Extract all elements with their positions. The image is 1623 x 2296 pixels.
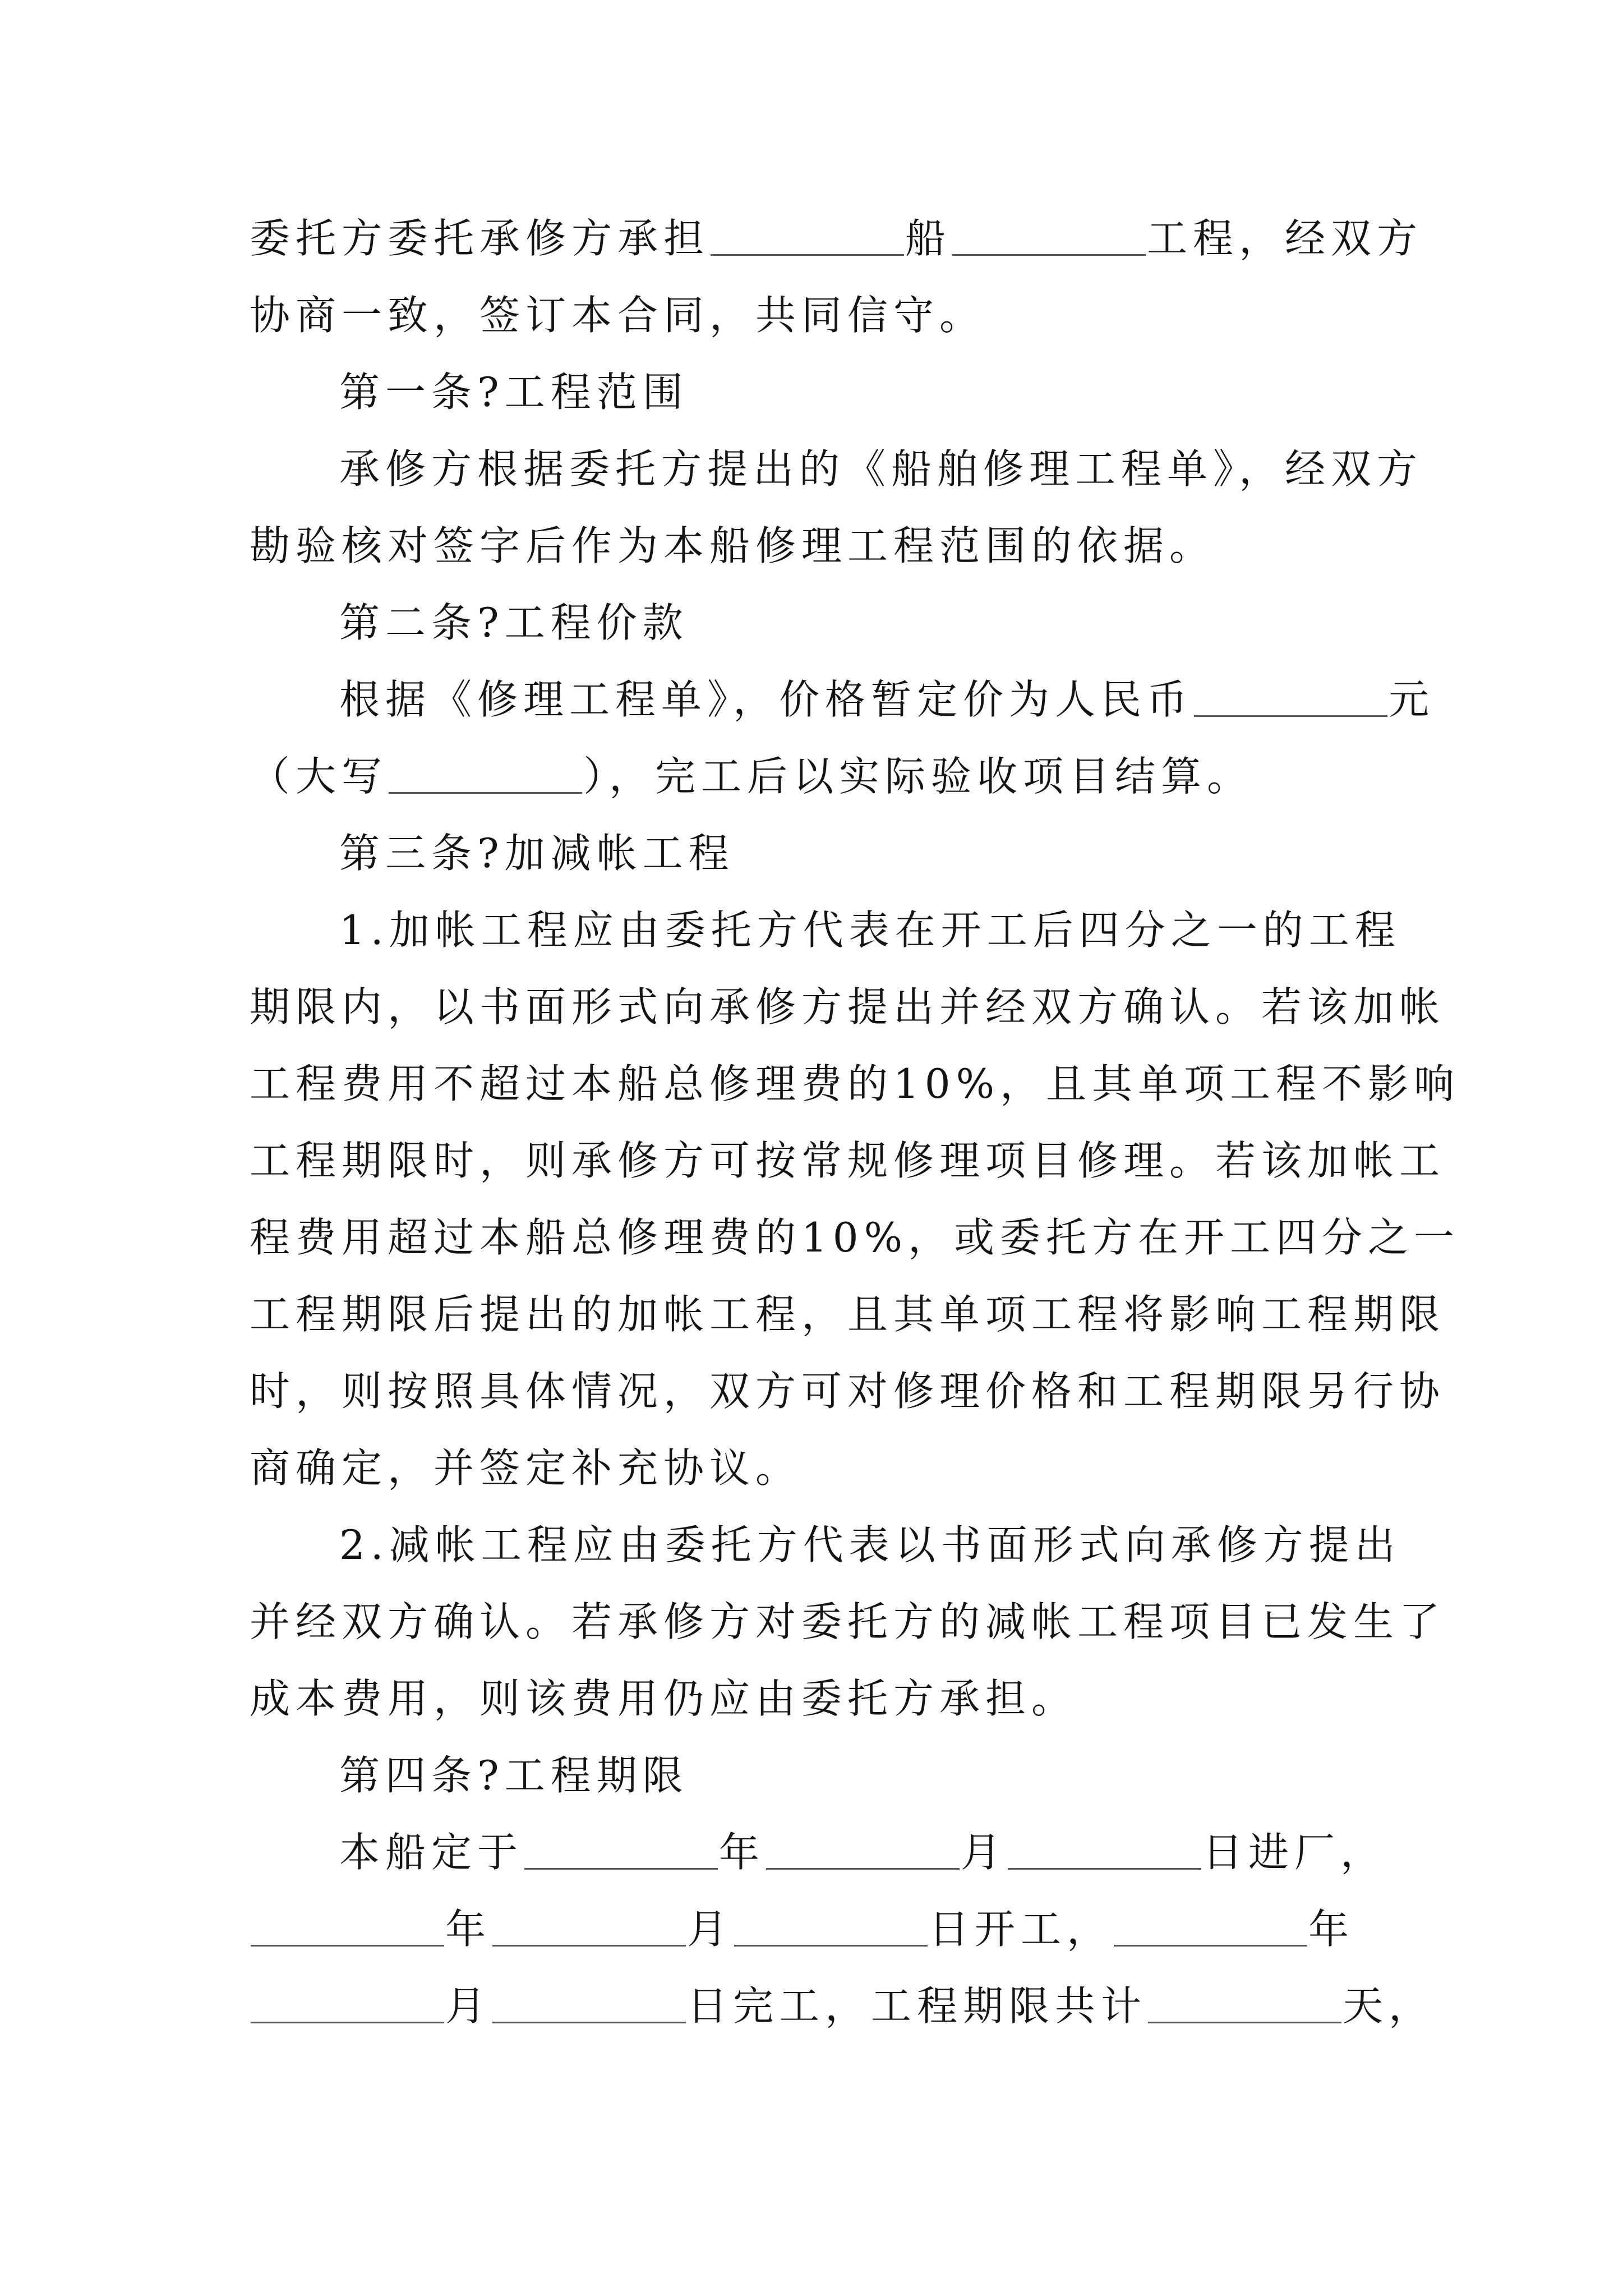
fill-in-blank (711, 218, 904, 256)
text-line (250, 1360, 1446, 1422)
text-line (250, 438, 1423, 500)
line-text: 程费用超过本船总修理费的10%，或委托方在开工四分之一 (250, 1214, 1460, 1261)
fill-in-blank (1008, 1832, 1201, 1870)
text-line (250, 1130, 1446, 1191)
text-line (250, 1975, 1435, 2037)
line-text: 日完工，工程期限共计 (687, 1982, 1147, 2030)
line-text: ），完工后以实际验收项目结算。 (583, 753, 1253, 800)
fill-in-blank (524, 1832, 718, 1870)
line-text: 天， (1343, 1982, 1435, 2030)
line-text: 承修方根据委托方提出的《船舶修理工程单》，经双方 (339, 445, 1423, 493)
line-text: 工程期限时，则承修方可按常规修理项目修理。若该加帐工 (250, 1137, 1446, 1184)
text-line (250, 1283, 1446, 1345)
text-line (250, 669, 1435, 730)
text-line (250, 1207, 1460, 1268)
text-line (250, 746, 1394, 807)
line-text: 日进厂， (1202, 1829, 1387, 1876)
line-text: 月 (961, 1829, 1007, 1876)
line-text: 船 (905, 215, 952, 262)
line-text: 商确定，并签定补充协议。 (250, 1444, 802, 1492)
line-text: 年 (445, 1906, 492, 1953)
fill-in-blank (389, 756, 582, 794)
fill-in-blank (492, 1986, 686, 2023)
fill-in-blank (251, 1986, 444, 2023)
fill-in-blank (734, 1909, 928, 1947)
text-line (250, 1898, 1394, 1960)
line-text: （大写 (250, 753, 388, 800)
fill-in-blank (952, 218, 1146, 256)
line-text: 勘验核对签字后作为本船修理工程范围的依据。 (250, 522, 1216, 569)
line-text: 月 (445, 1982, 492, 2030)
fill-in-blank (1114, 1909, 1307, 1947)
text-line (250, 361, 1394, 423)
line-text: 第三条?加减帐工程 (339, 830, 735, 877)
line-text: 日开工， (929, 1906, 1113, 1953)
line-text: 第二条?工程价款 (339, 599, 689, 646)
text-line (250, 592, 1394, 654)
fill-in-blank (492, 1909, 686, 1947)
text-line (250, 1745, 1394, 1806)
fill-in-blank (766, 1832, 960, 1870)
line-text: 成本费用，则该费用仍应由委托方承担。 (250, 1675, 1078, 1722)
line-text: 1.加帐工程应由委托方代表在开工后四分之一的工程 (339, 907, 1401, 954)
text-line (250, 976, 1446, 1038)
line-text: 期限内，以书面形式向承修方提出并经双方确认。若该加帐 (250, 983, 1446, 1030)
line-text: 工程，经双方 (1147, 215, 1423, 262)
line-text: 月 (687, 1906, 734, 1953)
line-text: 工程费用不超过本船总修理费的10%，且其单项工程不影响 (250, 1060, 1460, 1107)
text-line (250, 1821, 1394, 1883)
line-text: 委托方委托承修方承担 (250, 215, 710, 262)
line-text: 根据《修理工程单》，价格暂定价为人民币 (339, 676, 1193, 723)
text-line (250, 899, 1401, 961)
text-line (250, 515, 1394, 577)
fill-in-blank (1194, 679, 1387, 717)
line-text: 并经双方确认。若承修方对委托方的减帐工程项目已发生了 (250, 1598, 1446, 1645)
line-text: 年 (719, 1829, 766, 1876)
line-text: 时，则按照具体情况，双方可对修理价格和工程期限另行协 (250, 1368, 1446, 1415)
fill-in-blank (251, 1909, 444, 1947)
line-text: 工程期限后提出的加帐工程，且其单项工程将影响工程期限 (250, 1291, 1446, 1338)
line-text: 2.减帐工程应由委托方代表以书面形式向承修方提出 (339, 1521, 1401, 1568)
line-text: 元 (1389, 676, 1435, 723)
text-line (250, 284, 1394, 346)
line-text: 第一条?工程范围 (339, 369, 689, 416)
text-line (250, 208, 1423, 269)
line-text: 年 (1308, 1906, 1355, 1953)
line-text: 本船定于 (339, 1829, 524, 1876)
text-line (250, 1053, 1460, 1115)
text-line (250, 1514, 1401, 1576)
line-text: 协商一致，签订本合同，共同信守。 (250, 292, 986, 339)
text-line (250, 1668, 1394, 1729)
fill-in-blank (1148, 1986, 1341, 2023)
text-line (250, 1591, 1446, 1653)
text-line (250, 822, 1394, 884)
text-line (250, 1437, 1394, 1499)
line-text: 第四条?工程期限 (339, 1752, 689, 1799)
